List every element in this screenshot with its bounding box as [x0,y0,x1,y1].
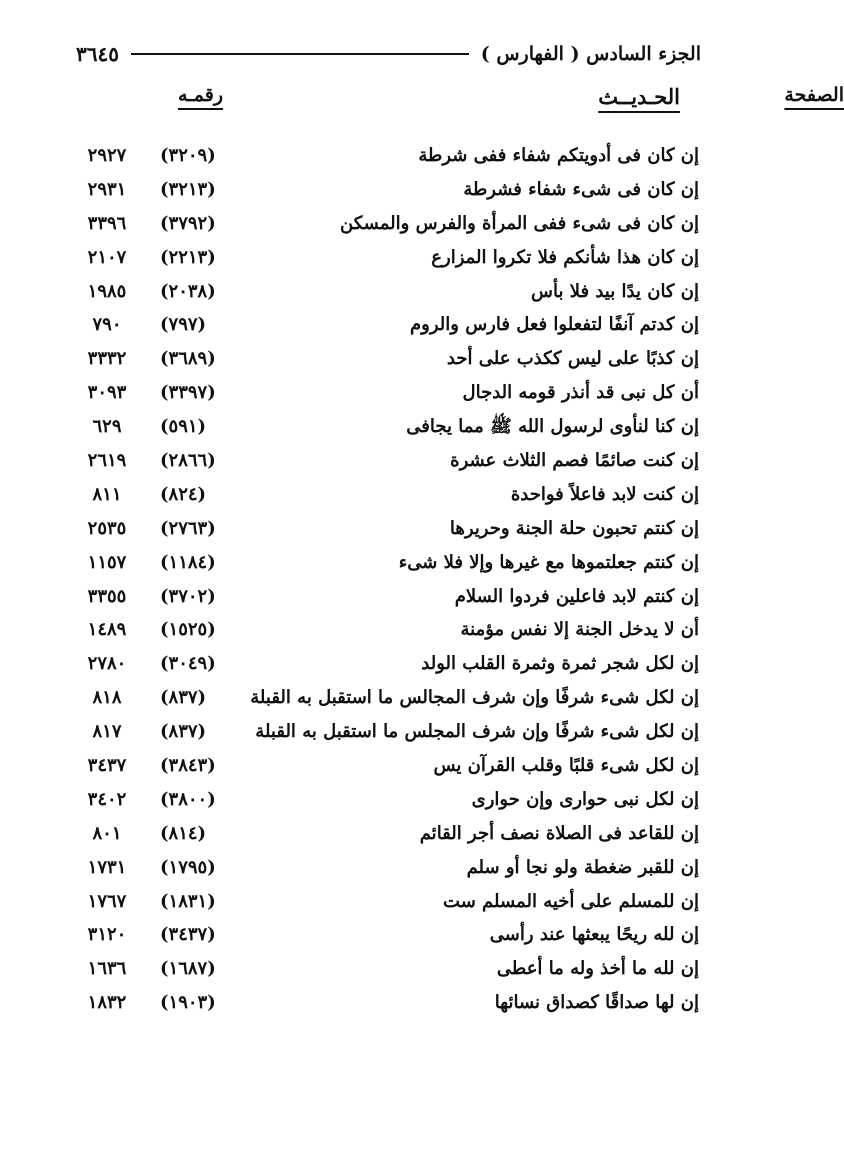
index-row [0,376,756,410]
hadith-number: (٨٢٤) [160,483,207,505]
hadith-text: إن لله ريحًا يبعثها عند رأسى [489,924,699,946]
index-row [0,918,756,952]
index-row [0,410,756,444]
hadith-number: (٥٩١) [160,416,207,438]
hadith-text: إن لها صداقًا كصداق نسائها [494,992,699,1014]
hadith-number: (١٥٢٥) [160,619,216,641]
hadith-text: إن كنتم تحبون حلة الجنة وحريرها [449,517,699,539]
hadith-number: (٢٨٦٦) [160,450,216,472]
page-reference: ٨١٨ [92,687,122,709]
hadith-number: (١٩٠٣) [160,992,216,1014]
page-reference: ١١٥٧ [87,551,127,573]
index-row [0,715,756,749]
page-reference: ٣٤٠٢ [87,788,127,810]
page-reference: ٢٦١٩ [87,450,127,472]
hadith-text: إن كان فى شىء شفاء فشرطة [463,178,699,200]
hadith-text: إن كدتم آنفًا لتفعلوا فعل فارس والروم [409,314,699,336]
hadith-text: إن كنت لابد فاعلاً فواحدة [510,483,699,505]
column-header-hadith: الحـديــث [598,84,680,109]
page-reference: ٢٥٣٥ [87,517,127,539]
page-reference: ٦٢٩ [92,416,122,438]
hadith-number: (٢٢١٣) [160,246,216,268]
hadith-text: إن لكل شىء قلبًا وقلب القرآن يس [433,755,699,777]
index-row [0,952,756,986]
page-reference: ١٦٣٦ [87,958,127,980]
index-row [0,546,756,580]
index-list [0,139,756,1020]
hadith-text: إن لكل شىء شرفًا وإن شرف المجالس ما استقبل به القبلة [250,687,699,709]
hadith-number: (٣٦٨٩) [160,348,216,370]
hadith-text: إن لله ما أخذ وله ما أعطى [496,958,699,980]
hadith-text: إن للقاعد فى الصلاة نصف أجر القائم [419,822,699,844]
index-row [0,241,756,275]
hadith-number: (١١٨٤) [160,551,216,573]
hadith-number: (٣٨٤٣) [160,755,216,777]
hadith-number: (٣٧٠٢) [160,585,216,607]
page-reference: ٨٠١ [92,822,122,844]
hadith-text: إن كنتم جعلتموها مع غيرها وإلا فلا شىء [398,551,699,573]
hadith-number: (٣٢١٣) [160,178,216,200]
header-rule [131,53,469,55]
hadith-number: (٨١٤) [160,822,207,844]
index-row [0,512,756,546]
hadith-number: (٢٠٣٨) [160,280,216,302]
index-row [0,444,756,478]
hadith-text: إن كنا لنأوى لرسول الله ﷺ مما يجافى [406,416,699,438]
running-title: الجزء السادس ( الفهارس ) [480,43,701,65]
column-headers [0,84,844,118]
page-reference: ٣٣٥٥ [87,585,127,607]
hadith-text: إن كان يدًا بيد فلا بأس [531,280,699,302]
index-row [0,749,756,783]
hadith-number: (١٨٣١) [160,890,216,912]
hadith-number: (٨٣٧) [160,721,207,743]
hadith-text: إن كان هذا شأنكم فلا تكروا المزارع [431,246,699,268]
hadith-text: أن كل نبى قد أنذر قومه الدجال [462,382,699,404]
index-row [0,580,756,614]
hadith-number: (٣٣٩٧) [160,382,216,404]
page-reference: ١٧٦٧ [87,890,127,912]
page-reference: ٧٩٠ [92,314,122,336]
running-head [76,38,701,70]
column-header-page: الصفحة [784,84,844,106]
page-reference: ٣١٢٠ [87,924,127,946]
page-reference: ١٤٨٩ [87,619,127,641]
index-row [0,986,756,1020]
hadith-number: (١٦٨٧) [160,958,216,980]
page-reference: ٣٤٣٧ [87,755,127,777]
index-row [0,308,756,342]
hadith-number: (٨٣٧) [160,687,207,709]
index-row [0,173,756,207]
index-row [0,681,756,715]
page-reference: ٣٣٩٦ [87,212,127,234]
hadith-text: إن كان فى شىء ففى المرأة والفرس والمسكن [340,212,699,234]
hadith-number: (١٧٩٥) [160,856,216,878]
page-reference: ٨١١ [92,483,122,505]
hadith-number: (٣٢٠٩) [160,145,216,166]
index-row [0,275,756,309]
page-reference: ٢١٠٧ [87,246,127,268]
page-number: ٣٦٤٥ [76,42,119,66]
hadith-text: إن لكل شجر ثمرة وثمرة القلب الولد [421,653,699,675]
hadith-text: إن كنتم لابد فاعلين فردوا السلام [454,585,699,607]
column-header-number: رقمـه [178,84,223,106]
index-row [0,342,756,376]
page-reference: ٨١٧ [92,721,122,743]
hadith-number: (٣٤٣٧) [160,924,216,946]
index-row [0,851,756,885]
hadith-text: إن كذبًا على ليس ككذب على أحد [446,348,699,370]
page-reference: ١٧٣١ [87,856,127,878]
index-row [0,139,756,173]
index-row [0,783,756,817]
index-row [0,207,756,241]
index-row [0,478,756,512]
hadith-text: إن للمسلم على أخيه المسلم ست [443,890,699,912]
hadith-text: إن للقبر ضغطة ولو نجا أو سلم [466,856,699,878]
hadith-text: إن كنت صائمًا فصم الثلاث عشرة [450,450,699,472]
hadith-text: أن لا يدخل الجنة إلا نفس مؤمنة [460,619,699,641]
hadith-number: (٣٨٠٠) [160,788,216,810]
hadith-number: (٣٧٩٢) [160,212,216,234]
page-reference: ١٨٣٢ [87,992,127,1014]
hadith-text: إن كان فى أدويتكم شفاء ففى شرطة [418,145,699,166]
hadith-number: (٣٠٤٩) [160,653,216,675]
page-reference: ٢٩٣١ [87,178,127,200]
index-row [0,613,756,647]
index-row [0,817,756,851]
index-row [0,647,756,681]
hadith-text: إن لكل نبى حوارى وإن حوارى [471,788,699,810]
page-reference: ٣٣٣٢ [87,348,127,370]
page-reference: ١٩٨٥ [87,280,127,302]
page-reference: ٢٧٨٠ [87,653,127,675]
hadith-text: إن لكل شىء شرفًا وإن شرف المجلس ما استقبل به القبلة [255,721,699,743]
hadith-number: (٧٩٧) [160,314,207,336]
index-row [0,885,756,919]
hadith-number: (٢٧٦٣) [160,517,216,539]
page-reference: ٢٩٢٧ [87,145,127,166]
page-reference: ٣٠٩٣ [87,382,127,404]
